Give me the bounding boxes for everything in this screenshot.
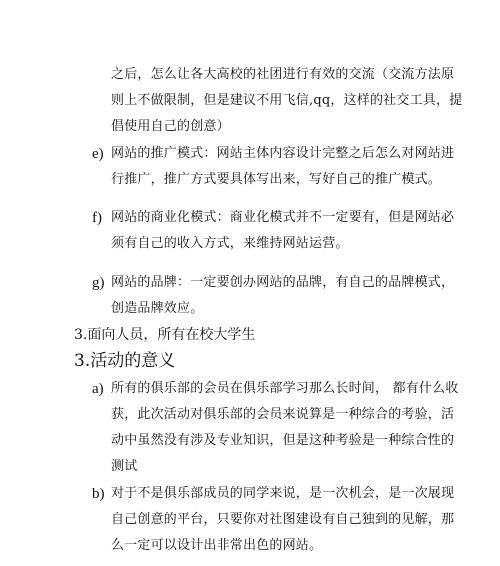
text-line: 测试 — [111, 459, 138, 474]
text-line: 自己创意的平台，只要你对社图建设有自己独到的见解，那 — [111, 512, 455, 527]
text-line: 须有自己的收入方式，来维持网站运营。 — [111, 236, 349, 251]
text-line: 行推广，推广方式要具体写出来，写好自己的推广模式。 — [111, 172, 442, 187]
text-line: 网站的品牌：一定要创办网站的品牌，有自己的品牌模式， — [111, 275, 455, 290]
text-line: 则上不做限制，但是建议不用飞信,qq，这样的社交工具，提 — [111, 93, 463, 108]
list-marker: g) — [92, 275, 105, 291]
text-line: 创造品牌效应。 — [111, 301, 204, 316]
text-line: 网站的推广模式：网站主体内容设计完整之后怎么对网站进 — [111, 146, 455, 161]
text-line: 网站的商业化模式：商业化模式并不一定要有，但是网站必 — [111, 210, 455, 225]
text-line: 对于不是俱乐部成员的同学来说，是一次机会，是一次展现 — [111, 486, 455, 501]
text-line: 么一定可以设计出非常出色的网站。 — [111, 538, 323, 553]
section-heading: 3.活动的意义 — [74, 351, 176, 371]
audience-line: 3.面向人员，所有在校大学生 — [74, 327, 256, 343]
list-marker: a) — [92, 381, 104, 397]
text-line: 之后，怎么让各大高校的社团进行有效的交流（交流方法原 — [111, 67, 455, 82]
list-marker: b) — [92, 486, 105, 502]
list-marker: f) — [92, 210, 102, 226]
text-line: 获，此次活动对俱乐部的会员来说算是一种综合的考验，活 — [111, 407, 455, 422]
text-line: 所有的俱乐部的会员在俱乐部学习那么长时间， 都有什么收 — [111, 381, 459, 396]
text-line: 倡使用自己的创意） — [111, 119, 230, 134]
list-marker: e) — [92, 146, 104, 162]
text-line: 动中虽然没有涉及专业知识，但是这种考验是一种综合性的 — [111, 433, 455, 448]
